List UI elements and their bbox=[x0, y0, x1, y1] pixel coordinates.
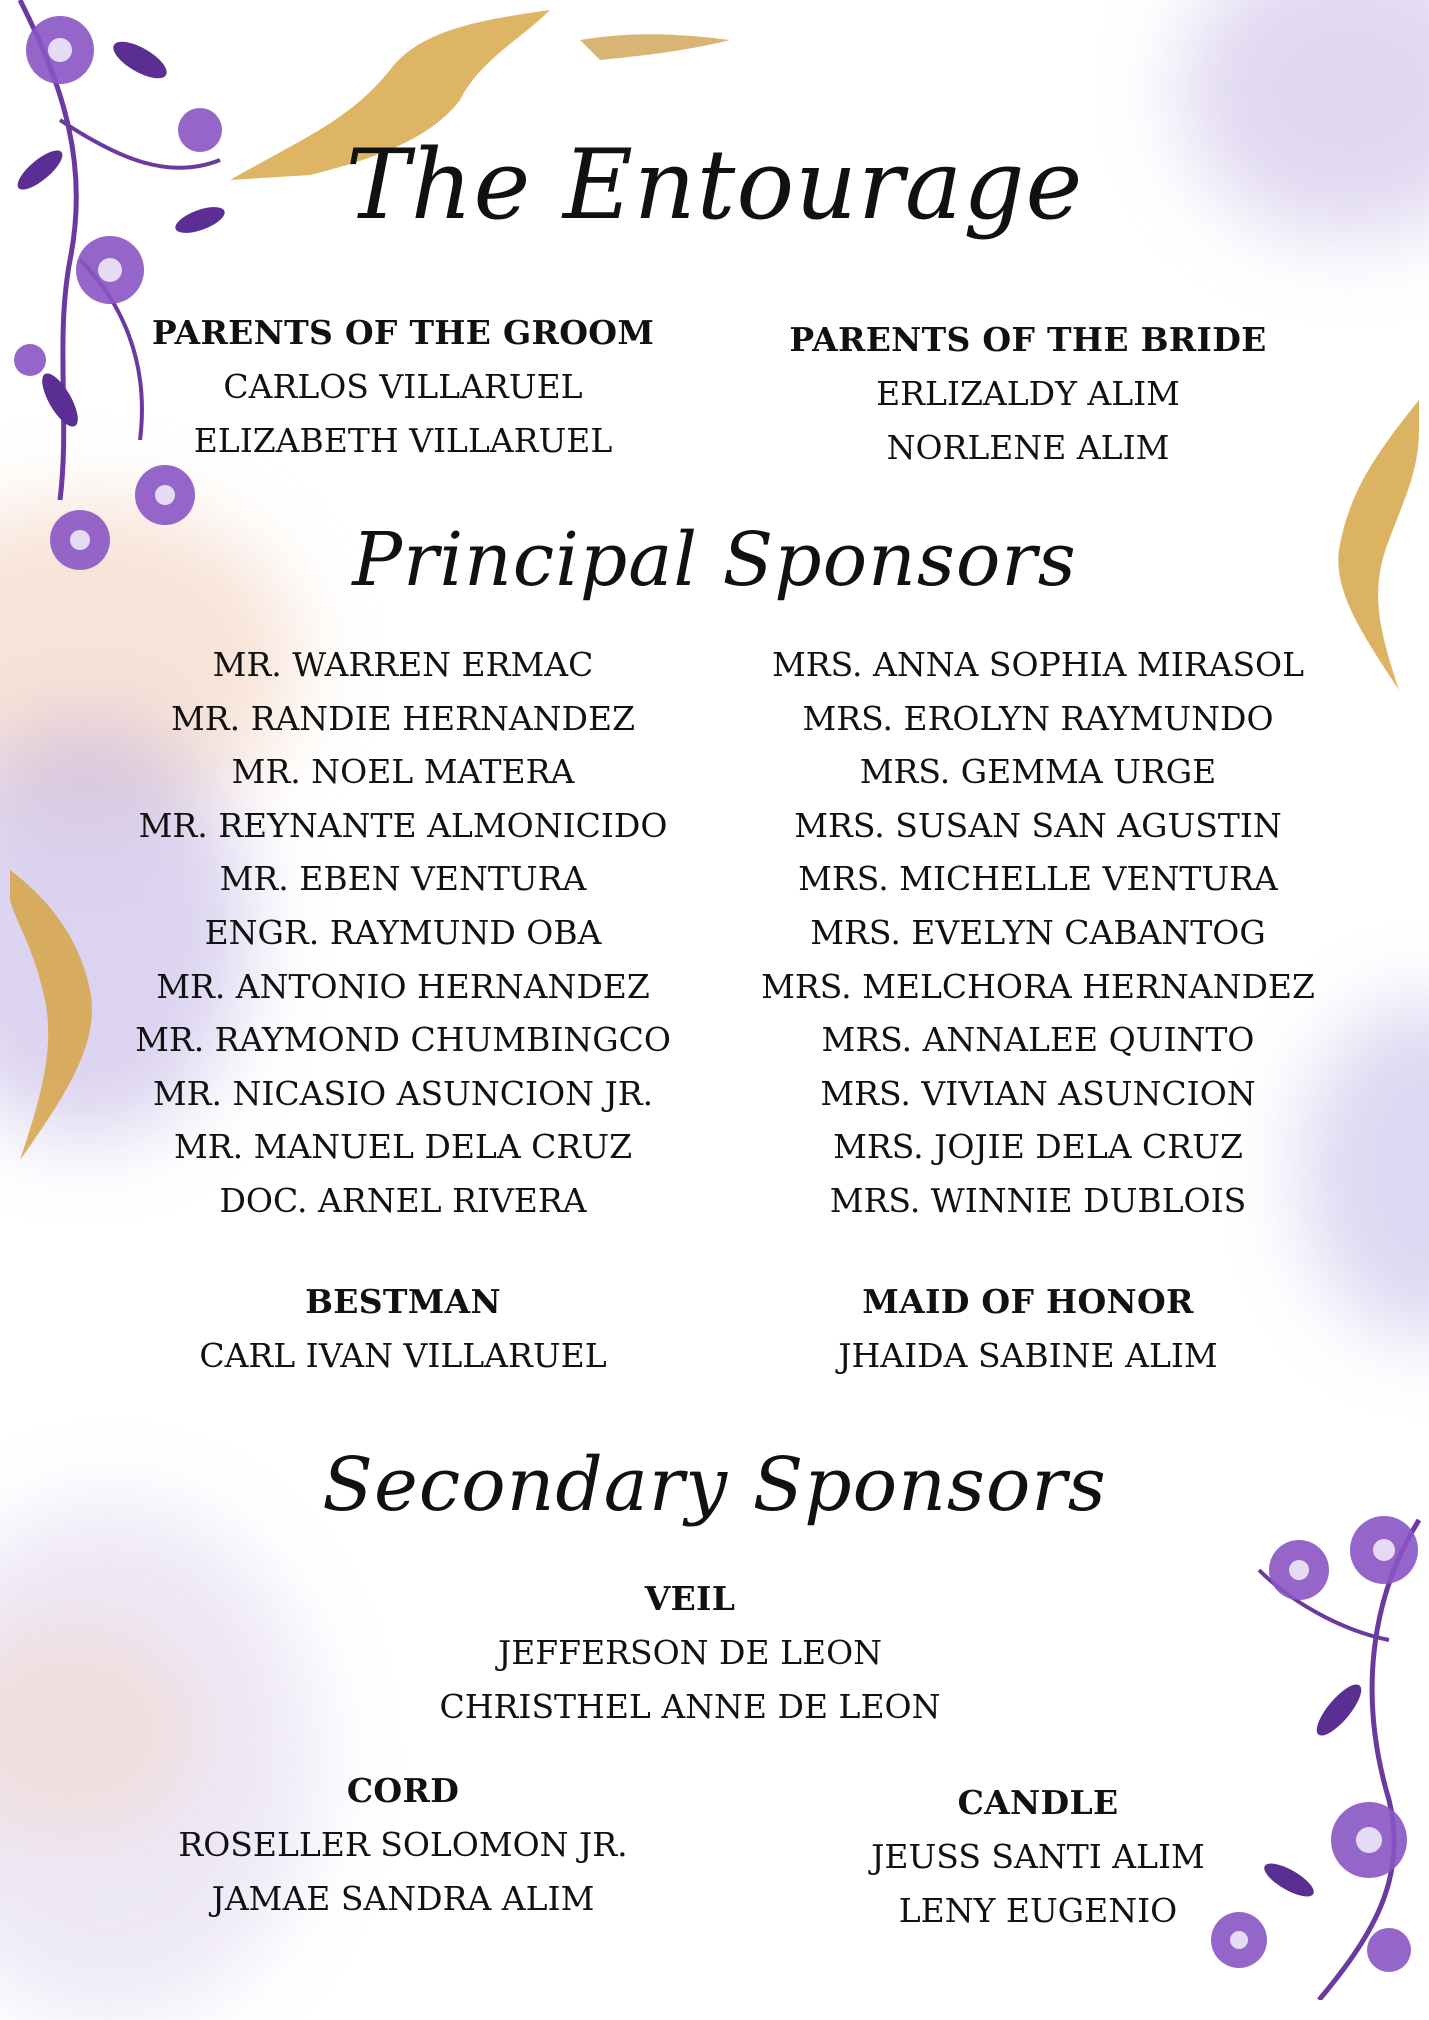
candle-sponsor-name: JEUSS SANTI ALIM bbox=[871, 1837, 1205, 1876]
veil-sponsors bbox=[390, 1572, 990, 1734]
veil-sponsor-name: CHRISTHEL ANNE DE LEON bbox=[439, 1687, 941, 1726]
maid-of-honor-heading: MAID OF HONOR bbox=[862, 1282, 1194, 1321]
candle-heading: CANDLE bbox=[957, 1783, 1119, 1822]
bestman-heading: BESTMAN bbox=[305, 1282, 501, 1321]
list-item: MR. RANDIE HERNANDEZ bbox=[170, 698, 635, 738]
list-item: MRS. ANNA SOPHIA MIRASOL bbox=[771, 645, 1305, 684]
secondary-sponsors-title: Secondary Sponsors bbox=[322, 1442, 1107, 1528]
list-item: MR. MANUEL DELA CRUZ bbox=[173, 1127, 633, 1167]
bestman bbox=[98, 1275, 708, 1383]
list-item: MRS. MELCHORA HERNANDEZ bbox=[761, 966, 1315, 1006]
cord-sponsors bbox=[98, 1764, 708, 1926]
list-item: MR. ANTONIO HERNANDEZ bbox=[156, 966, 650, 1006]
list-item: MR. NOEL MATERA bbox=[231, 752, 575, 792]
parents-of-bride-heading: PARENTS OF THE BRIDE bbox=[789, 320, 1267, 359]
list-item: MRS. EVELYN CABANTOG bbox=[810, 912, 1266, 952]
candle-sponsor-name: LENY EUGENIO bbox=[898, 1891, 1178, 1930]
list-item: MR. REYNANTE ALMONICIDO bbox=[138, 805, 668, 845]
maid-of-honor-name: JHAIDA SABINE ALIM bbox=[838, 1336, 1218, 1375]
maid-of-honor bbox=[723, 1275, 1333, 1383]
parents-of-bride-name: NORLENE ALIM bbox=[886, 428, 1170, 467]
parents-of-groom bbox=[98, 306, 708, 468]
list-item: MRS. SUSAN SAN AGUSTIN bbox=[794, 805, 1282, 845]
bestman-name: CARL IVAN VILLARUEL bbox=[199, 1336, 607, 1375]
principal-sponsors-title: Principal Sponsors bbox=[352, 517, 1077, 603]
parents-of-bride-name: ERLIZALDY ALIM bbox=[876, 374, 1180, 413]
veil-heading: VEIL bbox=[644, 1579, 736, 1618]
list-item: MRS. EROLYN RAYMUNDO bbox=[802, 698, 1274, 738]
list-item: MR. WARREN ERMAC bbox=[212, 645, 594, 684]
list-item: DOC. ARNEL RIVERA bbox=[219, 1180, 587, 1220]
principal-sponsors-women-list bbox=[733, 638, 1343, 1228]
parents-of-groom-heading: PARENTS OF THE GROOM bbox=[151, 313, 655, 352]
list-item: MRS. MICHELLE VENTURA bbox=[798, 859, 1278, 899]
list-item: MR. RAYMOND CHUMBINGCO bbox=[135, 1020, 671, 1060]
list-item: MRS. JOJIE DELA CRUZ bbox=[833, 1127, 1243, 1167]
list-item: MRS. ANNALEE QUINTO bbox=[821, 1020, 1255, 1060]
parents-of-groom-name: CARLOS VILLARUEL bbox=[223, 367, 583, 406]
parents-of-groom-name: ELIZABETH VILLARUEL bbox=[193, 421, 613, 460]
list-item: ENGR. RAYMUND OBA bbox=[204, 912, 602, 952]
list-item: MRS. VIVIAN ASUNCION bbox=[820, 1073, 1256, 1113]
candle-sponsors bbox=[733, 1776, 1343, 1938]
veil-sponsor-name: JEFFERSON DE LEON bbox=[497, 1633, 883, 1672]
list-item: MR. EBEN VENTURA bbox=[219, 859, 587, 899]
parents-of-bride bbox=[723, 313, 1333, 475]
principal-sponsors-men-list bbox=[98, 638, 708, 1228]
page-title: The Entourage bbox=[345, 129, 1084, 241]
cord-heading: CORD bbox=[346, 1771, 460, 1810]
cord-sponsor-name: ROSELLER SOLOMON JR. bbox=[178, 1825, 628, 1864]
list-item: MRS. WINNIE DUBLOIS bbox=[829, 1180, 1247, 1220]
cord-sponsor-name: JAMAE SANDRA ALIM bbox=[211, 1879, 595, 1918]
list-item: MRS. GEMMA URGE bbox=[859, 752, 1217, 792]
list-item: MR. NICASIO ASUNCION JR. bbox=[152, 1073, 654, 1113]
